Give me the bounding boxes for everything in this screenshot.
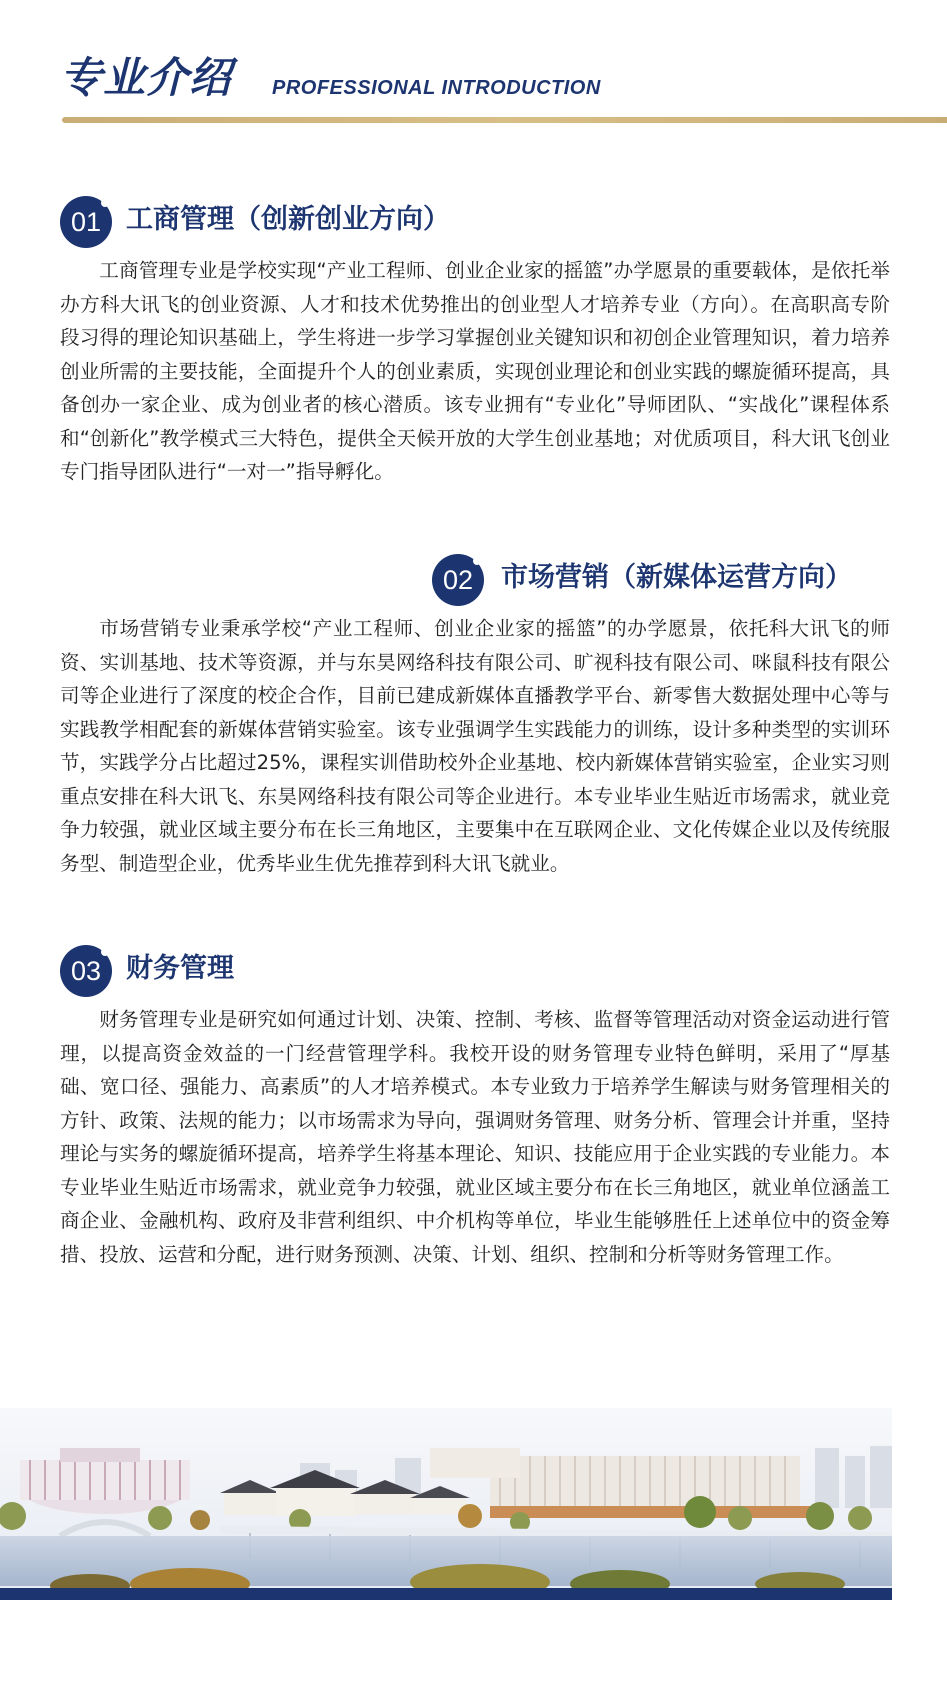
campus-banner-image — [0, 1408, 892, 1600]
section-heading — [60, 945, 890, 997]
banner-base-bar — [0, 1588, 892, 1600]
page-subtitle-en: PROFESSIONAL INTRODUCTION — [272, 77, 601, 99]
section-number-badge — [432, 554, 484, 606]
page-header — [0, 0, 947, 130]
section-number: 03 — [70, 956, 102, 986]
section-body: 市场营销专业秉承学校“产业工程师、创业企业家的摇篮”的办学愿景，依托科大讯飞的师资、实训基地、技术等资源，并与东昊网络科技有限公司、旷视科技有限公司、咪鼠科技有限公司等企业进行了深度的校企合作，目前已建成新媒体直播教学平台、新零售大数据处理中心等与实践教学相配套的新媒体营销实验室。该专业强调学生实践能力的训练，设计多种类型的实训环节，实践学分占比超过25%，课程实训借助校外企业基地、校内新媒体营销实验室，企业实习则重点安排在科大讯飞、东昊网络科技有限公司等企业进行。本专业毕业生贴近市场需求，就业竞争力较强，就业区域主要分布在长三角地区，主要集中在互联网企业、文化传媒企业以及传统服务型、制造型企业，优秀毕业生优先推荐到科大讯飞就业。 — [60, 617, 890, 875]
section-number: 01 — [70, 207, 102, 237]
section-heading — [60, 554, 890, 606]
section-marketing — [60, 554, 890, 880]
section-body: 财务管理专业是研究如何通过计划、决策、控制、考核、监督等管理活动对资金运动进行管理，以提高资金效益的一门经营管理学科。我校开设的财务管理专业特色鲜明，采用了“厚基础、宽口径、强能力、高素质”的人才培养模式。本专业致力于培养学生解读与财务管理相关的方针、政策、法规的能力；以市场需求为导向，强调财务管理、财务分析、管理会计并重，坚持理论与实务的螺旋循环提高，培养学生将基本理论、知识、技能应用于企业实践的专业能力。本专业毕业生贴近市场需求，就业竞争力较强，就业区域主要分布在长三角地区，就业单位涵盖工商企业、金融机构、政府及非营利组织、中介机构等单位，毕业生能够胜任上述单位中的资金筹措、投放、运营和分配，进行财务预测、决策、计划、组织、控制和分析等财务管理工作。 — [60, 1008, 890, 1266]
section-financial-management — [60, 945, 890, 1271]
section-title: 市场营销（新媒体运营方向） — [501, 562, 852, 593]
campus-illustration — [0, 1408, 892, 1600]
section-title: 财务管理 — [126, 953, 234, 984]
badge-dot — [101, 948, 109, 956]
page-title: 专业介绍 — [60, 53, 233, 102]
header-divider — [62, 117, 947, 123]
section-business-management — [60, 196, 890, 489]
section-body: 工商管理专业是学校实现“产业工程师、创业企业家的摇篮”办学愿景的重要载体，是依托举办方科大讯飞的创业资源、人才和技术优势推出的创业型人才培养专业（方向）。在高职高专阶段习得的理论知识基础上，学生将进一步学习掌握创业关键知识和初创企业管理知识，着力培养创业所需的主要技能，全面提升个人的创业素质，实现创业理论和创业实践的螺旋循环提高，具备创办一家企业、成为创业者的核心潜质。该专业拥有“专业化”导师团队、“实战化”课程体系和“创新化”教学模式三大特色，提供全天候开放的大学生创业基地；对优质项目，科大讯飞创业专门指导团队进行“一对一”指导孵化。 — [60, 259, 890, 483]
section-number-badge — [60, 945, 112, 997]
section-number: 02 — [442, 565, 474, 595]
section-heading — [60, 196, 890, 248]
badge-dot — [101, 199, 109, 207]
section-title: 工商管理（创新创业方向） — [126, 204, 450, 235]
badge-dot — [473, 557, 481, 565]
section-number-badge — [60, 196, 112, 248]
